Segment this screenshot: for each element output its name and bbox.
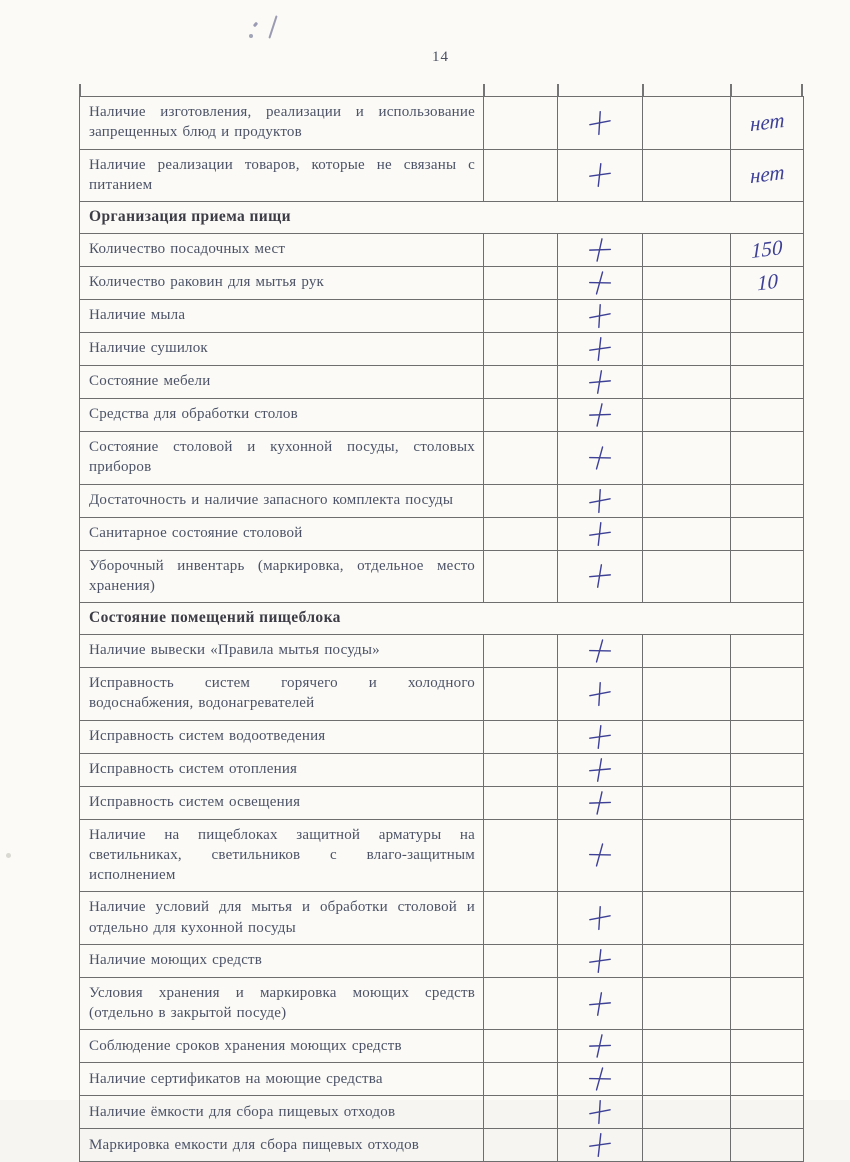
handwritten-plus-icon — [585, 636, 616, 667]
empty-cell — [643, 1063, 731, 1096]
note-cell — [731, 668, 804, 721]
table-row — [80, 550, 804, 603]
empty-cell — [643, 550, 731, 603]
note-cell — [731, 753, 804, 786]
handwritten-plus-icon — [586, 368, 614, 396]
empty-cell — [484, 366, 558, 399]
empty-cell — [484, 1129, 558, 1162]
row-label: Наличие вывески «Правила мытья посуды» — [80, 635, 484, 668]
check-cell — [558, 399, 643, 432]
handwritten-plus-icon — [585, 1032, 614, 1061]
table-row — [80, 333, 804, 366]
check-cell — [558, 1096, 643, 1129]
table-row — [80, 786, 804, 819]
handwritten-note: 150 — [751, 235, 783, 263]
check-cell — [558, 635, 643, 668]
table-row — [80, 97, 804, 150]
table-row — [80, 668, 804, 721]
check-cell — [558, 149, 643, 202]
handwritten-plus-icon — [585, 268, 616, 299]
row-label: Условия хранения и маркировка моющих средств (отдельно в закрытой посуде) — [80, 977, 484, 1030]
empty-cell — [643, 399, 731, 432]
table-row — [80, 977, 804, 1030]
check-cell — [558, 720, 643, 753]
empty-cell — [484, 267, 558, 300]
empty-cell — [484, 944, 558, 977]
row-label: Количество посадочных мест — [80, 234, 484, 267]
note-cell — [731, 720, 804, 753]
row-label: Средства для обработки столов — [80, 399, 484, 432]
row-label: Исправность систем горячего и холодного водоснабжения, водонагревателей — [80, 668, 484, 721]
check-cell — [558, 819, 643, 892]
check-cell — [558, 1030, 643, 1063]
note-cell — [731, 1063, 804, 1096]
empty-cell — [643, 977, 731, 1030]
note-cell — [731, 819, 804, 892]
note-cell — [731, 300, 804, 333]
check-cell — [558, 1063, 643, 1096]
row-label: Наличие мыла — [80, 300, 484, 333]
check-cell — [558, 1129, 643, 1162]
note-cell — [731, 432, 804, 485]
page-number: 14 — [432, 49, 449, 65]
empty-cell — [643, 786, 731, 819]
check-cell — [558, 517, 643, 550]
row-label: Состояние мебели — [80, 366, 484, 399]
table-row — [80, 819, 804, 892]
empty-cell — [643, 720, 731, 753]
empty-cell — [643, 1030, 731, 1063]
row-label: Достаточность и наличие запасного комплекта посуды — [80, 484, 484, 517]
empty-cell — [484, 1096, 558, 1129]
row-label: Маркировка емкости для сбора пищевых отходов — [80, 1129, 484, 1162]
table-row — [80, 517, 804, 550]
note-cell — [731, 1096, 804, 1129]
empty-cell — [643, 366, 731, 399]
note-cell — [731, 333, 804, 366]
handwritten-note: нет — [749, 160, 785, 189]
empty-cell — [484, 234, 558, 267]
empty-cell — [643, 333, 731, 366]
handwritten-plus-icon — [585, 400, 614, 429]
check-cell — [558, 97, 643, 150]
table-column-stub — [483, 84, 485, 96]
table-row — [80, 944, 804, 977]
table-row — [80, 399, 804, 432]
section-header-row — [80, 202, 804, 234]
empty-cell — [484, 300, 558, 333]
empty-cell — [484, 333, 558, 366]
note-cell — [731, 149, 804, 202]
row-label: Количество раковин для мытья рук — [80, 267, 484, 300]
handwritten-plus-icon — [585, 519, 614, 548]
table-row — [80, 432, 804, 485]
row-label: Санитарное состояние столовой — [80, 517, 484, 550]
empty-cell — [484, 149, 558, 202]
handwritten-plus-icon — [585, 678, 616, 709]
empty-cell — [643, 892, 731, 945]
table-column-stub — [801, 84, 803, 96]
row-label: Наличие реализации товаров, которые не связаны с питанием — [80, 149, 484, 202]
empty-cell — [484, 550, 558, 603]
row-label: Соблюдение сроков хранения моющих средств — [80, 1030, 484, 1063]
handwritten-plus-icon — [585, 946, 614, 975]
row-label: Исправность систем отопления — [80, 753, 484, 786]
handwritten-plus-icon — [586, 756, 614, 784]
note-cell — [731, 977, 804, 1030]
handwritten-plus-icon — [585, 788, 614, 817]
table-row — [80, 1063, 804, 1096]
note-cell — [731, 944, 804, 977]
check-cell — [558, 366, 643, 399]
empty-cell — [643, 234, 731, 267]
empty-cell — [484, 399, 558, 432]
handwritten-plus-icon — [585, 107, 616, 138]
handwritten-plus-icon — [585, 1064, 616, 1095]
row-label: Наличие сертификатов на моющие средства — [80, 1063, 484, 1096]
note-cell — [731, 399, 804, 432]
note-cell — [731, 550, 804, 603]
check-cell — [558, 977, 643, 1030]
check-cell — [558, 432, 643, 485]
empty-cell — [484, 484, 558, 517]
table-row — [80, 300, 804, 333]
row-label: Наличие на пищеблоках защитной арматуры на светильниках, светильников с влаго-защитным исполнением — [80, 819, 484, 892]
check-cell — [558, 668, 643, 721]
note-cell — [731, 892, 804, 945]
check-cell — [558, 753, 643, 786]
note-cell — [731, 484, 804, 517]
check-cell — [558, 333, 643, 366]
note-cell — [731, 1030, 804, 1063]
handwritten-plus-icon — [585, 1131, 614, 1160]
handwritten-plus-icon — [585, 235, 614, 264]
checklist-table — [79, 96, 804, 1162]
handwritten-plus-icon — [585, 1097, 616, 1128]
handwritten-plus-icon — [585, 840, 616, 871]
empty-cell — [643, 668, 731, 721]
table-column-stub — [557, 84, 559, 96]
handwritten-plus-icon — [585, 161, 614, 190]
empty-cell — [484, 97, 558, 150]
empty-cell — [484, 668, 558, 721]
row-label: Состояние столовой и кухонной посуды, столовых приборов — [80, 432, 484, 485]
empty-cell — [484, 432, 558, 485]
table-row — [80, 1030, 804, 1063]
table-column-stub — [642, 84, 644, 96]
check-cell — [558, 484, 643, 517]
empty-cell — [643, 517, 731, 550]
empty-cell — [643, 1129, 731, 1162]
handwritten-note: нет — [749, 107, 785, 136]
empty-cell — [484, 1030, 558, 1063]
row-label: Наличие условий для мытья и обработки столовой и отдельно для кухонной посуды — [80, 892, 484, 945]
table-row — [80, 753, 804, 786]
table-row — [80, 1096, 804, 1129]
empty-cell — [484, 977, 558, 1030]
ink-dot — [249, 34, 253, 38]
check-cell — [558, 786, 643, 819]
section-title: Состояние помещений пищеблока — [80, 603, 804, 635]
note-cell — [731, 517, 804, 550]
empty-cell — [643, 97, 731, 150]
row-label: Наличие сушилок — [80, 333, 484, 366]
handwritten-plus-icon — [585, 903, 616, 934]
empty-cell — [643, 484, 731, 517]
empty-cell — [484, 786, 558, 819]
check-cell — [558, 300, 643, 333]
note-cell — [731, 1129, 804, 1162]
check-cell — [558, 234, 643, 267]
empty-cell — [484, 517, 558, 550]
empty-cell — [643, 635, 731, 668]
ink-stroke — [268, 15, 277, 38]
empty-cell — [643, 267, 731, 300]
empty-cell — [484, 635, 558, 668]
handwritten-note: 10 — [756, 268, 778, 296]
empty-cell — [643, 819, 731, 892]
check-cell — [558, 944, 643, 977]
row-label: Наличие ёмкости для сбора пищевых отходов — [80, 1096, 484, 1129]
check-cell — [558, 267, 643, 300]
table-row — [80, 720, 804, 753]
empty-cell — [643, 432, 731, 485]
table-row — [80, 366, 804, 399]
empty-cell — [484, 753, 558, 786]
handwritten-plus-icon — [586, 562, 614, 590]
row-label: Исправность систем водоотведения — [80, 720, 484, 753]
row-label: Исправность систем освещения — [80, 786, 484, 819]
empty-cell — [484, 720, 558, 753]
table-row — [80, 234, 804, 267]
empty-cell — [643, 753, 731, 786]
section-header-row — [80, 603, 804, 635]
note-cell — [731, 635, 804, 668]
check-cell — [558, 550, 643, 603]
handwritten-plus-icon — [585, 485, 616, 516]
table-row — [80, 1129, 804, 1162]
note-cell — [731, 97, 804, 150]
checklist-table-body — [80, 97, 804, 1162]
empty-cell — [643, 149, 731, 202]
handwritten-plus-icon — [585, 722, 614, 751]
empty-cell — [643, 300, 731, 333]
note-cell — [731, 267, 804, 300]
table-row — [80, 267, 804, 300]
empty-cell — [643, 1096, 731, 1129]
table-column-stub — [79, 84, 81, 96]
ink-dot — [253, 22, 259, 28]
handwritten-plus-icon — [586, 990, 614, 1018]
table-row — [80, 635, 804, 668]
note-cell — [731, 234, 804, 267]
handwritten-plus-icon — [585, 301, 616, 332]
row-label: Наличие изготовления, реализации и использование запрещенных блюд и продуктов — [80, 97, 484, 150]
empty-cell — [484, 1063, 558, 1096]
check-cell — [558, 892, 643, 945]
handwritten-plus-icon — [585, 334, 614, 363]
row-label: Уборочный инвентарь (маркировка, отдельное место хранения) — [80, 550, 484, 603]
table-row — [80, 149, 804, 202]
table-column-stub — [730, 84, 732, 96]
section-title: Организация приема пищи — [80, 202, 804, 234]
empty-cell — [643, 944, 731, 977]
row-label: Наличие моющих средств — [80, 944, 484, 977]
empty-cell — [484, 819, 558, 892]
scan-speck — [6, 853, 11, 858]
table-row — [80, 892, 804, 945]
table-row — [80, 484, 804, 517]
note-cell — [731, 366, 804, 399]
handwritten-plus-icon — [585, 442, 616, 473]
note-cell — [731, 786, 804, 819]
empty-cell — [484, 892, 558, 945]
